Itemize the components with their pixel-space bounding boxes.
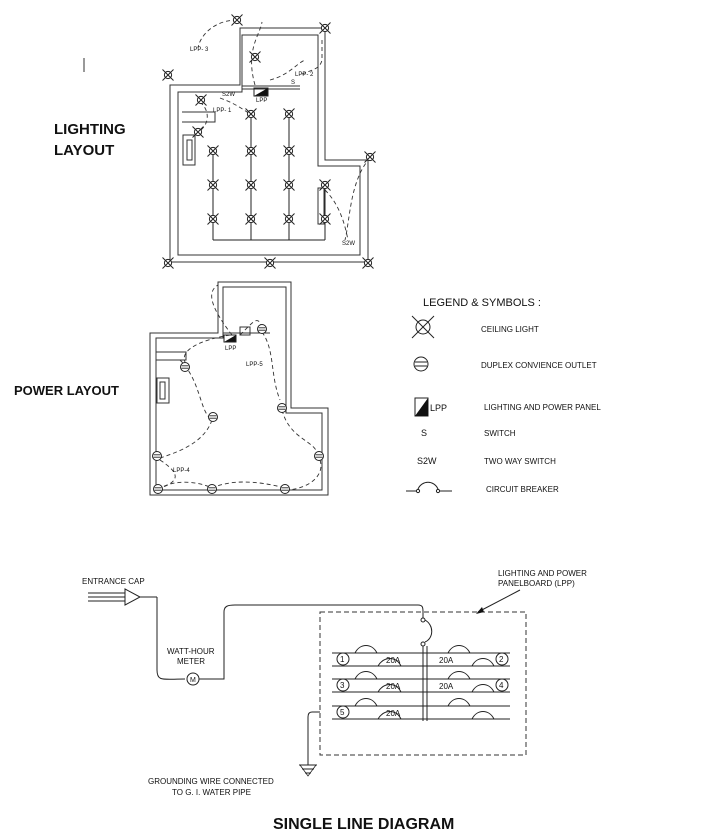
label-lpp: LPP xyxy=(256,98,268,104)
feeder-wire xyxy=(199,605,423,679)
circuit-rating: 20A xyxy=(386,656,401,665)
panel-leader-line xyxy=(478,590,520,612)
circuit-rating: 20A xyxy=(439,656,454,665)
ceiling-light-icon xyxy=(320,23,331,34)
lpp-symbol-text: LPP xyxy=(430,403,448,413)
ceiling-light-icon xyxy=(265,258,276,269)
duplex-outlet-icon xyxy=(208,485,217,494)
ceiling-light-icon xyxy=(320,214,331,225)
ceiling-light-icon xyxy=(320,180,331,191)
switch-symbol-text: S xyxy=(421,428,428,438)
duplex-outlet-icon xyxy=(154,485,163,494)
panel-label-line2: PANELBOARD (LPP) xyxy=(498,579,575,588)
circuit-breaker-icon xyxy=(472,659,494,667)
ceiling-light-symbol xyxy=(412,316,434,338)
ground-label-line2: TO G. I. WATER PIPE xyxy=(172,788,251,797)
legend-title: LEGEND & SYMBOLS : xyxy=(423,297,541,309)
meter-label-line1: WATT-HOUR xyxy=(167,647,215,656)
ceiling-light-icon xyxy=(363,258,374,269)
lighting-layout-plan xyxy=(163,15,376,269)
duplex-outlet-symbol xyxy=(414,357,428,371)
meter-symbol: M xyxy=(190,677,196,684)
circuit-number: 1 xyxy=(340,655,345,664)
ceiling-light-icon xyxy=(232,15,243,26)
label-s2w: S2W xyxy=(342,241,356,247)
duplex-outlet-icon xyxy=(315,452,324,461)
legend-label: CEILING LIGHT xyxy=(481,325,539,334)
duplex-outlet-icon xyxy=(181,363,190,372)
ceiling-light-icon xyxy=(193,127,204,138)
label-lpp2: LPP- 2 xyxy=(295,72,314,78)
label-s2w: S2W xyxy=(222,92,236,98)
lighting-layout-title-line2: LAYOUT xyxy=(54,142,115,159)
label-lpp5: LPP-5 xyxy=(246,362,263,368)
label-lpp: LPP xyxy=(225,346,237,352)
legend-label: CIRCUIT BREAKER xyxy=(486,485,559,494)
circuit-row-3-4 xyxy=(332,672,510,693)
duplex-outlet-icon xyxy=(258,325,267,334)
lpp-panel-icon xyxy=(224,335,236,342)
circuit-rating: 20A xyxy=(386,682,401,691)
circuit-breaker-icon xyxy=(472,685,494,693)
power-layout-plan xyxy=(150,282,328,495)
meter-label-line2: METER xyxy=(177,657,205,666)
circuit-row-1-2 xyxy=(332,646,510,667)
duplex-outlet-icon xyxy=(209,413,218,422)
ceiling-light-icon xyxy=(163,70,174,81)
ceiling-light-icon xyxy=(284,109,295,120)
circuit-row-5 xyxy=(332,699,510,720)
lighting-inner-wall xyxy=(178,35,360,255)
lpp-panel-symbol xyxy=(415,398,428,416)
single-line-diagram xyxy=(82,569,587,797)
duplex-outlet-icon xyxy=(278,404,287,413)
circuit-number: 5 xyxy=(340,708,345,717)
ceiling-light-icon xyxy=(284,146,295,157)
circuit-breaker-icon xyxy=(472,712,494,720)
two-way-switch-symbol-text: S2W xyxy=(417,456,437,466)
duplex-outlet-icon xyxy=(153,452,162,461)
circuit-breaker-icon xyxy=(448,646,470,654)
label-switch: S xyxy=(291,80,296,86)
circuit-breaker-icon xyxy=(448,672,470,680)
ceiling-light-icon xyxy=(208,146,219,157)
legend-label: DUPLEX CONVIENCE OUTLET xyxy=(481,361,597,370)
label-lpp1: LPP- 1 xyxy=(213,108,232,114)
power-inner-wall xyxy=(156,287,322,490)
ceiling-light-icon xyxy=(246,109,257,120)
label-lpp4: LPP-4 xyxy=(173,468,190,474)
circuit-number: 3 xyxy=(340,681,345,690)
ceiling-light-icon xyxy=(246,214,257,225)
ceiling-light-icon xyxy=(284,180,295,191)
ceiling-light-icon xyxy=(196,95,207,106)
legend-label: SWITCH xyxy=(484,429,516,438)
legend-label: TWO WAY SWITCH xyxy=(484,457,556,466)
label-lpp3: LPP- 3 xyxy=(190,47,209,53)
legend xyxy=(406,297,601,494)
circuit-breaker-icon xyxy=(355,672,377,680)
service-drop-wire xyxy=(157,597,185,679)
circuit-number: 2 xyxy=(499,655,504,664)
ceiling-light-icon xyxy=(250,52,261,63)
circuit-breaker-icon xyxy=(355,699,377,707)
entrance-cap-icon xyxy=(88,589,157,605)
ground-label-line1: GROUNDING WIRE CONNECTED xyxy=(148,777,274,786)
panel-label-line1: LIGHTING AND POWER xyxy=(498,569,587,578)
duplex-outlet-icon xyxy=(281,485,290,494)
grounding-wire xyxy=(308,712,320,765)
circuit-rating: 20A xyxy=(386,709,401,718)
ceiling-light-icon xyxy=(163,258,174,269)
ceiling-light-icon xyxy=(208,180,219,191)
power-layout-title: POWER LAYOUT xyxy=(14,383,119,398)
circuit-breaker-symbol xyxy=(406,482,452,492)
circuit-breaker-icon xyxy=(355,646,377,654)
circuit-rating: 20A xyxy=(439,682,454,691)
ceiling-light-icon xyxy=(365,152,376,163)
counter xyxy=(156,352,186,360)
ceiling-light-icon xyxy=(246,146,257,157)
circuit-number: 4 xyxy=(499,681,504,690)
legend-label: LIGHTING AND POWER PANEL xyxy=(484,403,601,412)
lighting-outer-wall xyxy=(170,28,368,262)
ground-icon xyxy=(299,765,317,776)
ceiling-light-icon xyxy=(208,214,219,225)
lighting-layout-title-line1: LIGHTING xyxy=(54,121,126,138)
counter xyxy=(182,112,215,122)
ceiling-light-icon xyxy=(284,214,295,225)
ceiling-light-icon xyxy=(246,180,257,191)
power-outer-wall xyxy=(150,282,328,495)
single-line-diagram-title: SINGLE LINE DIAGRAM xyxy=(273,816,455,831)
entrance-cap-label: ENTRANCE CAP xyxy=(82,577,145,586)
circuit-breaker-icon xyxy=(448,699,470,707)
